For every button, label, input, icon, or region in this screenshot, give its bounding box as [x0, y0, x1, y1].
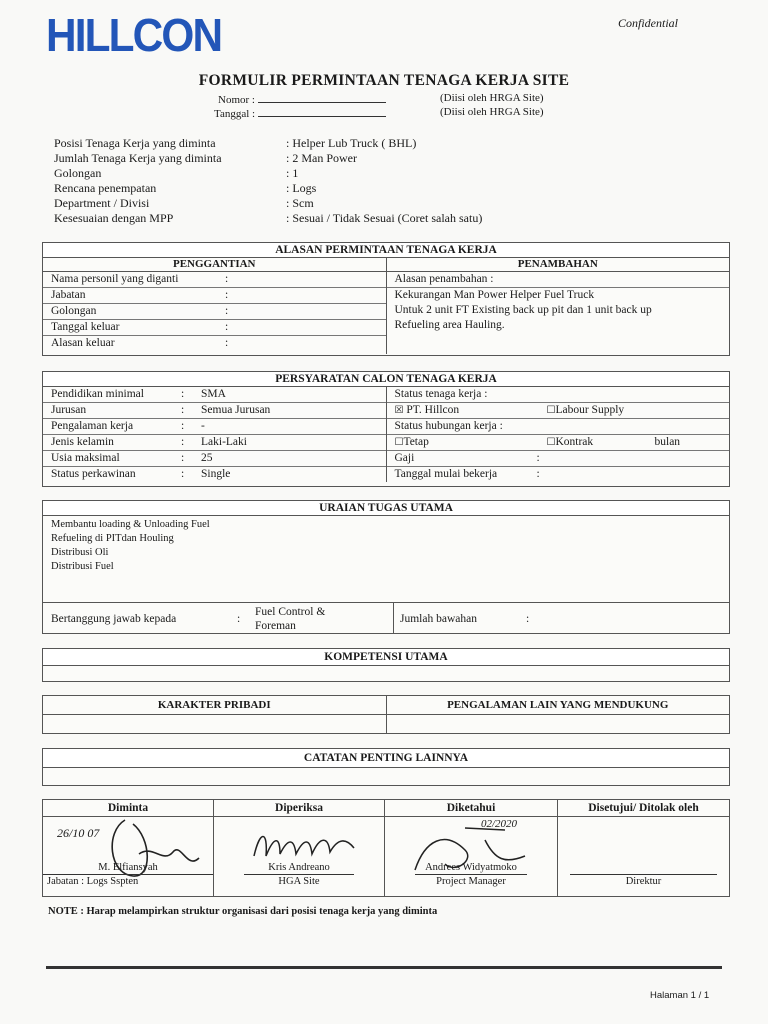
tanggal-mulai-row: Tanggal mulai bekerja : [394, 468, 540, 480]
signer-role: Direktur [625, 876, 662, 887]
penambahan-title: PENAMBAHAN [517, 258, 598, 270]
signature-diketahui: Diketahui 02/2020 Andrees Widyatmoko Project Manager [385, 800, 558, 896]
pengalaman-field[interactable] [387, 715, 730, 733]
requirement-row: Jenis kelamin : Laki-Laki [43, 435, 386, 451]
checked-box-icon[interactable]: ☒ [394, 405, 404, 416]
requirement-row: Status perkawinan : Single [51, 468, 231, 480]
info-row: Department / Divisi : Scm [54, 196, 314, 210]
position-info [54, 136, 482, 226]
info-row: Kesesuaian dengan MPP : Sesuai / Tidak Sesuai (Coret salah satu) [54, 211, 483, 225]
signer-role: Jabatan : Logs Sspten [47, 876, 139, 887]
requirement-row: Usia maksimal : 25 [43, 451, 386, 467]
info-row: Posisi Tenaga Kerja yang diminta : Helper Lub Truck ( BHL) [54, 136, 417, 150]
catatan-title: CATATAN PENTING LAINNYA [43, 749, 729, 768]
task-item: Membantu loading & Unloading Fuel [51, 519, 210, 530]
penambahan-line: Kekurangan Man Power Helper Fuel Truck [394, 289, 595, 301]
signature-disetujui: Disetujui/ Ditolak oleh Direktur [558, 800, 729, 896]
alasan-subheader [43, 258, 729, 272]
hubungan-options: ☐Tetap ☐Kontrak bulan [387, 435, 730, 451]
pengalaman-title: PENGALAMAN LAIN YANG MENDUKUNG [447, 699, 669, 711]
persyaratan-title: PERSYARATAN CALON TENAGA KERJA [43, 372, 729, 387]
company-logo: HILLCON [46, 9, 222, 61]
catatan-section [42, 748, 730, 786]
penggantian-title: PENGGANTIAN [43, 258, 387, 271]
karakter-title: KARAKTER PRIBADI [43, 696, 387, 714]
kompetensi-section [42, 648, 730, 682]
karakter-field[interactable] [43, 715, 387, 733]
kompetensi-field[interactable] [43, 666, 729, 681]
penggantian-row: Jabatan : [43, 288, 386, 304]
note-text: NOTE : Harap melampirkan struktur organisasi dari posisi tenaga kerja yang diminta [48, 906, 438, 917]
signer-role: Project Manager [436, 876, 506, 887]
status-tenaga-options: ☒ PT. Hillcon ☐Labour Supply [387, 403, 730, 419]
signature-diperiksa: Diperiksa Kris Andreano HGA Site [214, 800, 385, 896]
signature-scribble [250, 826, 360, 866]
tanggung-jawab-row: Bertanggung jawab kepada : Fuel Control & Foreman [43, 603, 394, 634]
handwritten-date: 02/2020 [481, 818, 518, 830]
kompetensi-title: KOMPETENSI UTAMA [43, 649, 729, 666]
nomor-note: (Diisi oleh HRGA Site) [440, 92, 544, 104]
page-number: Halaman 1 / 1 [650, 990, 710, 1001]
signer-role: HGA Site [278, 876, 320, 887]
gaji-row: Gaji : [387, 451, 730, 467]
penambahan-line: Refueling area Hauling. [394, 319, 505, 331]
persyaratan-section [42, 371, 730, 487]
alasan-title: ALASAN PERMINTAAN TENAGA KERJA [43, 243, 729, 258]
info-row: Rencana penempatan : Logs [54, 181, 317, 195]
penggantian-row: Alasan keluar : [51, 337, 229, 349]
requirement-row: Pendidikan minimal : SMA [43, 387, 386, 403]
penggantian-row: Nama personil yang diganti : [43, 272, 386, 288]
footer-divider [46, 966, 722, 969]
nomor-row [218, 92, 386, 106]
catatan-field[interactable] [43, 768, 729, 785]
task-item: Distribusi Oli [51, 547, 109, 558]
penambahan-line: Untuk 2 unit FT Existing back up pit dan 1 unit back up [394, 304, 652, 316]
hubungan-label: Status hubungan kerja : [387, 419, 730, 435]
task-item: Distribusi Fuel [51, 561, 114, 572]
checkbox-icon[interactable]: ☐ [546, 437, 556, 448]
karakter-section [42, 695, 730, 734]
bawahan-row: Jumlah bawahan : [400, 612, 530, 625]
signer-name: Andrees Widyatmoko [425, 862, 517, 873]
uraian-section [42, 500, 730, 634]
requirement-row: Jurusan : Semua Jurusan [43, 403, 386, 419]
info-row: Golongan : 1 [54, 166, 299, 180]
task-list [43, 516, 729, 602]
task-item: Refueling di PITdan Houling [51, 533, 174, 544]
requirement-row: Pengalaman kerja : - [43, 419, 386, 435]
signature-diminta: Diminta 26/10 07 M. Elfiansyah Jabatan : Logs Sspten [43, 800, 214, 896]
alasan-section [42, 242, 730, 356]
nomor-label: Nomor : [218, 94, 255, 106]
confidential-mark: Confidential [618, 16, 678, 30]
penggantian-row: Golongan : [43, 304, 386, 320]
signature-table [42, 799, 730, 897]
info-row: Jumlah Tenaga Kerja yang diminta : 2 Man Power [54, 151, 357, 165]
penggantian-row: Tanggal keluar : [43, 320, 386, 336]
tanggal-field[interactable] [258, 106, 386, 117]
signer-name: Kris Andreano [268, 862, 330, 873]
penambahan-label: Alasan penambahan : [387, 272, 730, 288]
tanggal-label: Tanggal : [214, 108, 256, 120]
handwritten-date: 26/10 07 [57, 826, 100, 840]
status-tenaga-label: Status tenaga kerja : [387, 387, 730, 403]
form-title: FORMULIR PERMINTAAN TENAGA KERJA SITE [198, 72, 570, 89]
tanggal-row [214, 106, 386, 120]
checkbox-icon[interactable]: ☐ [546, 405, 556, 416]
nomor-field[interactable] [258, 92, 386, 103]
tanggal-note: (Diisi oleh HRGA Site) [440, 106, 544, 118]
uraian-title: URAIAN TUGAS UTAMA [43, 501, 729, 516]
checkbox-icon[interactable]: ☐ [394, 437, 404, 448]
signer-name: M. Elfiansyah [98, 862, 158, 873]
